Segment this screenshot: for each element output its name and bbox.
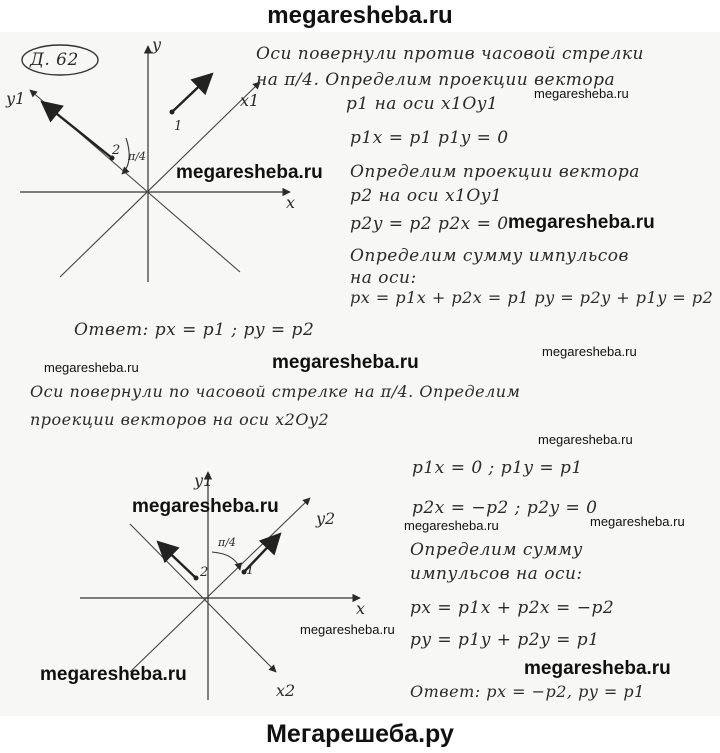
y1-axis-label-2: y1: [194, 471, 214, 490]
x1-axis-label: x1: [240, 91, 260, 110]
watermark: megaresheba.ru: [404, 518, 499, 533]
y-axis-label: y: [152, 35, 162, 54]
text-line-3: p1 на оси x1Oy1: [346, 94, 499, 114]
text-line-18: px = p1x + p2x = −p2: [410, 598, 615, 618]
text-line-6: p2 на оси x1Oy1: [350, 186, 503, 206]
handwritten-page: [0, 32, 720, 716]
vector-2-label-2: 2: [200, 565, 209, 580]
vector-1-label: 1: [174, 119, 183, 134]
watermark: megaresheba.ru: [40, 664, 187, 685]
text-line-12: Оси повернули по часовой стрелке на π/4. Определим: [30, 382, 521, 401]
text-line-10: px = p1x + p2x = p1 py = p2y + p1y = p2: [350, 288, 714, 307]
y1-axis-label: y1: [6, 89, 26, 108]
watermark: megaresheba.ru: [590, 514, 685, 529]
watermark: megaresheba.ru: [176, 162, 323, 183]
text-line-13: проекции векторов на оси x2Oy2: [30, 410, 330, 429]
text-line-1: Оси повернули против часовой стрелки: [256, 44, 644, 64]
angle-arc-2: [212, 552, 240, 570]
x-axis-label-2: x: [356, 599, 366, 618]
text-line-16: Определим сумму: [410, 540, 583, 560]
text-line-14: p1x = 0 ; p1y = p1: [412, 458, 583, 478]
watermark: megaresheba.ru: [534, 86, 629, 101]
vector-1-label-2: 1: [246, 563, 255, 578]
watermark: megaresheba.ru: [524, 658, 671, 679]
y2-axis-label: y2: [316, 509, 336, 528]
text-line-5: Определим проекции вектора: [350, 162, 640, 182]
text-line-7: p2y = p2 p2x = 0: [350, 214, 509, 234]
answer-2: Ответ: px = −p2, py = p1: [410, 682, 645, 701]
problem-label: Д. 62: [30, 50, 79, 70]
site-footer: Мегарешеба.ру: [266, 720, 454, 748]
watermark: megaresheba.ru: [300, 622, 395, 637]
text-line-9: на оси:: [350, 268, 417, 288]
text-line-4: p1x = p1 p1y = 0: [350, 128, 509, 148]
watermark: megaresheba.ru: [538, 432, 633, 447]
text-line-17: импульсов на оси:: [410, 564, 583, 584]
site-header: megaresheba.ru: [267, 2, 453, 29]
text-line-15: p2x = −p2 ; p2y = 0: [412, 498, 598, 518]
text-line-8: Определим сумму импульсов: [350, 246, 629, 266]
vector-2-label: 2: [112, 143, 121, 158]
angle-label: π/4: [128, 150, 146, 163]
y2-axis-line: [130, 498, 310, 672]
x2-axis-label: x2: [276, 681, 296, 700]
watermark: megaresheba.ru: [132, 496, 279, 517]
watermark: megaresheba.ru: [272, 352, 419, 373]
text-line-2: на π/4. Определим проекции вектора: [256, 70, 616, 90]
watermark: megaresheba.ru: [542, 344, 637, 359]
text-line-19: py = p1y + p2y = p1: [410, 630, 600, 650]
answer-1: Ответ: px = p1 ; py = p2: [74, 320, 315, 340]
angle-label-2: π/4: [218, 536, 236, 549]
watermark: megaresheba.ru: [44, 360, 139, 375]
vector-2-2: [158, 542, 196, 578]
x-axis-label: x: [286, 193, 296, 212]
watermark: megaresheba.ru: [508, 212, 655, 233]
